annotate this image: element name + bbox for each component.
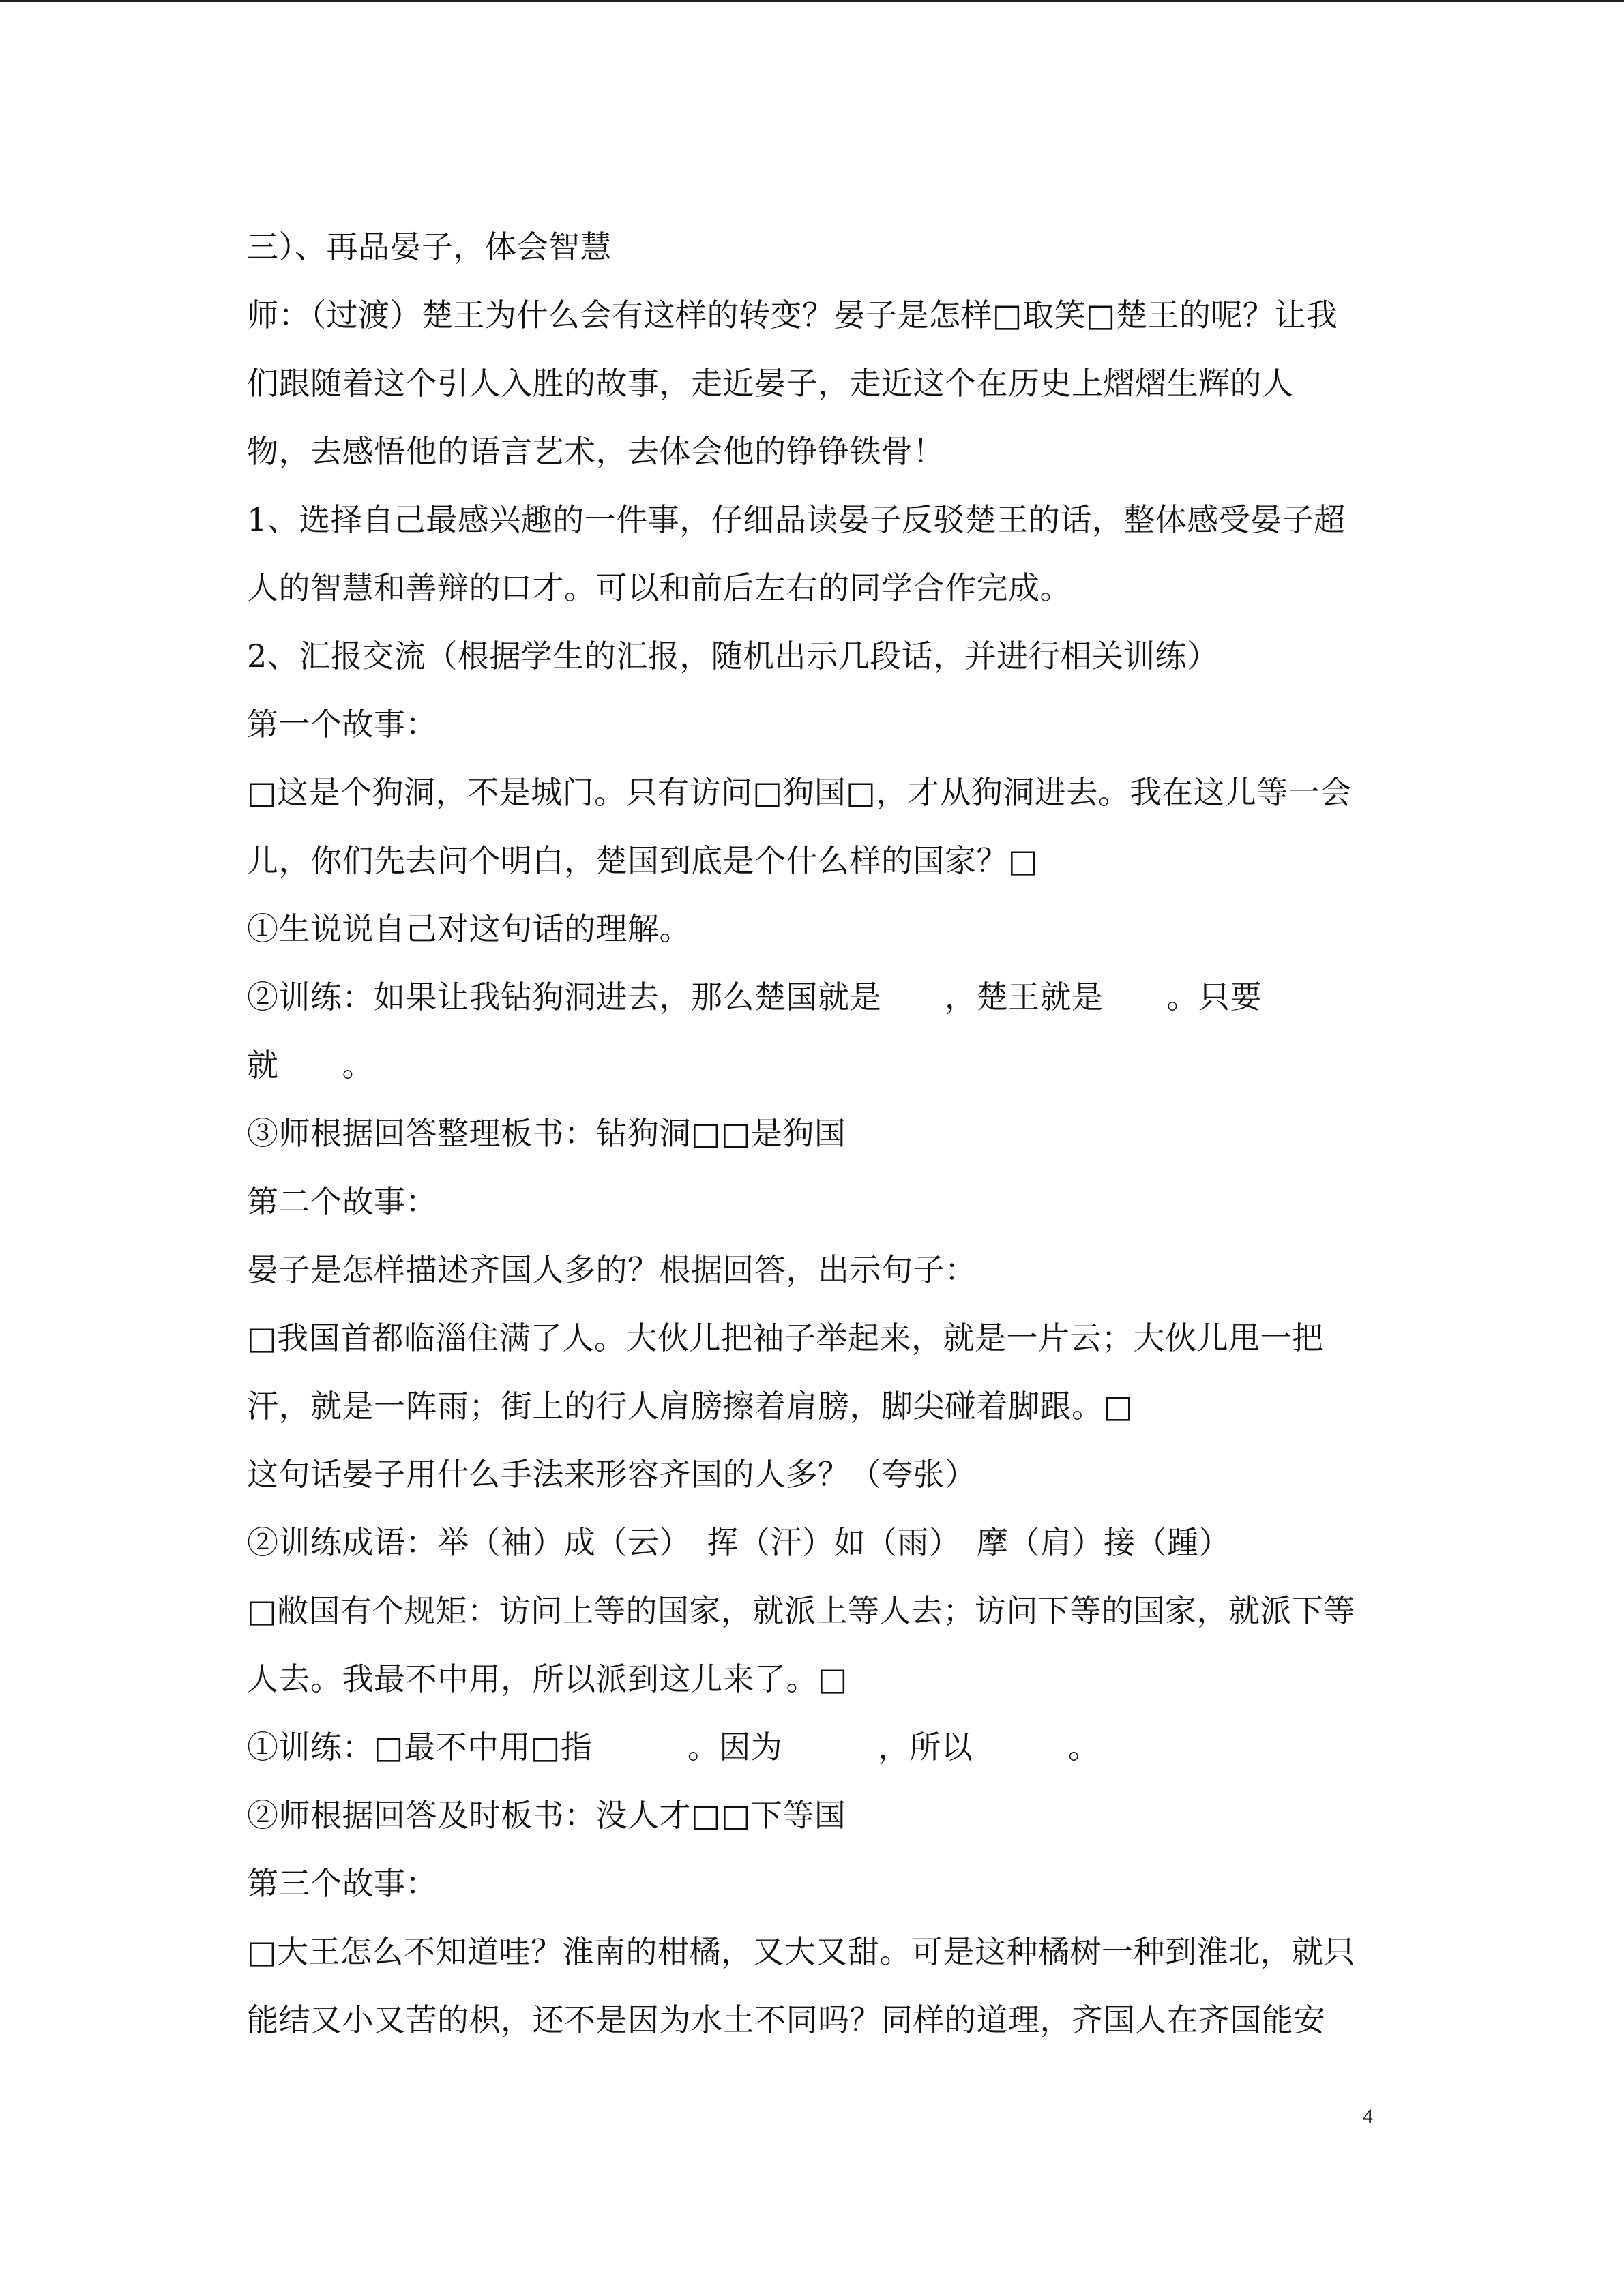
- quote-line: □我国首都临淄住满了人。大伙儿把袖子举起来，就是一片云；大伙儿甩一把: [247, 1320, 1324, 1356]
- quote-line: 人去。我最不中用，所以派到这儿来了。□: [247, 1660, 848, 1697]
- page-number: 4: [1363, 2105, 1373, 2128]
- text-line: 2、汇报交流（根据学生的汇报，随机出示几段话，并进行相关训练）: [247, 638, 1219, 674]
- text-line: 这句话晏子用什么手法来形容齐国的人多？（夸张）: [247, 1456, 977, 1493]
- story-heading: 第一个故事：: [247, 706, 437, 743]
- quote-line: 能结又小又苦的枳，还不是因为水土不同吗？同样的道理，齐国人在齐国能安: [247, 2001, 1325, 2038]
- text-line: ②训练成语：举（袖）成（云） 挥（汗）如（雨） 摩（肩）接（踵）: [247, 1524, 1230, 1561]
- section-heading: 三）、再品晏子，体会智慧: [247, 228, 612, 265]
- text-line: ②师根据回答及时板书：没人才□□下等国: [247, 1797, 846, 1834]
- text-line: ③师根据回答整理板书：钻狗洞□□是狗国: [247, 1115, 846, 1152]
- text-line: ①训练：□最不中用□指 。因为 ，所以 。: [247, 1729, 1100, 1765]
- document-body: [247, 213, 1379, 2054]
- quote-line: □这是个狗洞，不是城门。只有访问□狗国□，才从狗洞进去。我在这儿等一会: [247, 774, 1352, 811]
- quote-line: □敝国有个规矩：访问上等的国家，就派上等人去；访问下等的国家，就派下等: [247, 1592, 1355, 1629]
- quote-line: 汗，就是一阵雨；街上的行人肩膀擦着肩膀，脚尖碰着脚跟。□: [247, 1388, 1134, 1425]
- text-line: 人的智慧和善辩的口才。可以和前后左右的同学合作完成。: [247, 569, 1072, 606]
- quote-line: □大王怎么不知道哇？淮南的柑橘，又大又甜。可是这种橘树一种到淮北，就只: [247, 1933, 1355, 1970]
- quote-line: 儿，你们先去问个明白，楚国到底是个什么样的国家？□: [247, 842, 1038, 879]
- text-line: 物，去感悟他的语言艺术，去体会他的铮铮铁骨！: [247, 433, 945, 470]
- text-line: 1、选择自己最感兴趣的一件事，仔细品读晏子反驳楚王的话，整体感受晏子超: [247, 501, 1346, 538]
- text-line: 师：（过渡）楚王为什么会有这样的转变？晏子是怎样□取笑□楚王的呢？让我: [247, 297, 1338, 333]
- text-line: ②训练：如果让我钻狗洞进去，那么楚国就是 ，楚王就是 。只要: [247, 979, 1262, 1015]
- text-line: 就 。: [247, 1047, 374, 1084]
- text-line: ①生说说自己对这句话的理解。: [247, 910, 691, 947]
- page-top-border: [0, 0, 1624, 2]
- text-line: 们跟随着这个引人入胜的故事，走近晏子，走近这个在历史上熠熠生辉的人: [247, 365, 1294, 402]
- story-heading: 第二个故事：: [247, 1183, 437, 1220]
- text-line: 晏子是怎样描述齐国人多的？根据回答，出示句子：: [247, 1251, 977, 1288]
- story-heading: 第三个故事：: [247, 1865, 437, 1902]
